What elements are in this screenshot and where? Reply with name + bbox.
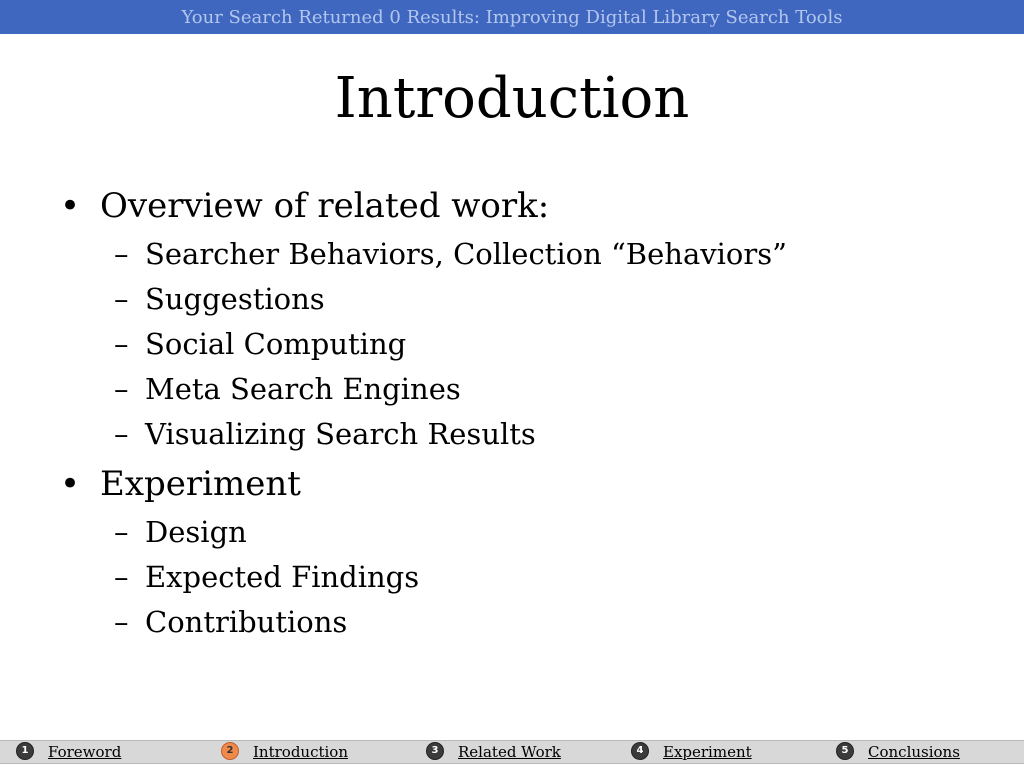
bullet-mark: • (60, 464, 81, 504)
section-number-badge: 4 (631, 742, 649, 760)
presentation-title: Your Search Returned 0 Results: Improving Digital Library Search Tools (181, 7, 843, 28)
dash-mark: – (114, 560, 129, 594)
nav-section-label[interactable]: Experiment (663, 743, 752, 761)
section-number-badge: 5 (836, 742, 854, 760)
sub-bullet-text: Design (145, 515, 247, 549)
sub-bullet-text: Visualizing Search Results (145, 417, 536, 451)
nav-section-label[interactable]: Related Work (458, 743, 561, 761)
section-navigation-bar (0, 740, 1024, 764)
dash-mark: – (114, 372, 129, 406)
sub-bullet-text: Social Computing (145, 327, 407, 361)
sub-bullet-text: Suggestions (145, 282, 325, 316)
sub-bullet-text: Contributions (145, 605, 348, 639)
dash-mark: – (114, 605, 129, 639)
bullet-mark: • (60, 186, 81, 226)
dash-mark: – (114, 237, 129, 271)
bullet-text: Experiment (100, 464, 301, 504)
sub-bullet-text: Expected Findings (145, 560, 420, 594)
sub-bullet-text: Meta Search Engines (145, 372, 461, 406)
dash-mark: – (114, 515, 129, 549)
section-number-badge: 1 (16, 742, 34, 760)
dash-mark: – (114, 327, 129, 361)
section-number-badge-active: 2 (221, 742, 239, 760)
nav-section-label[interactable]: Introduction (253, 743, 348, 761)
bullet-text: Overview of related work: (100, 186, 550, 226)
nav-section-label[interactable]: Foreword (48, 743, 122, 761)
sub-bullet-text: Searcher Behaviors, Collection “Behaviors” (145, 237, 787, 271)
nav-section-label[interactable]: Conclusions (868, 743, 960, 761)
section-number-badge: 3 (426, 742, 444, 760)
dash-mark: – (114, 417, 129, 451)
slide-title: Introduction (334, 66, 690, 131)
dash-mark: – (114, 282, 129, 316)
